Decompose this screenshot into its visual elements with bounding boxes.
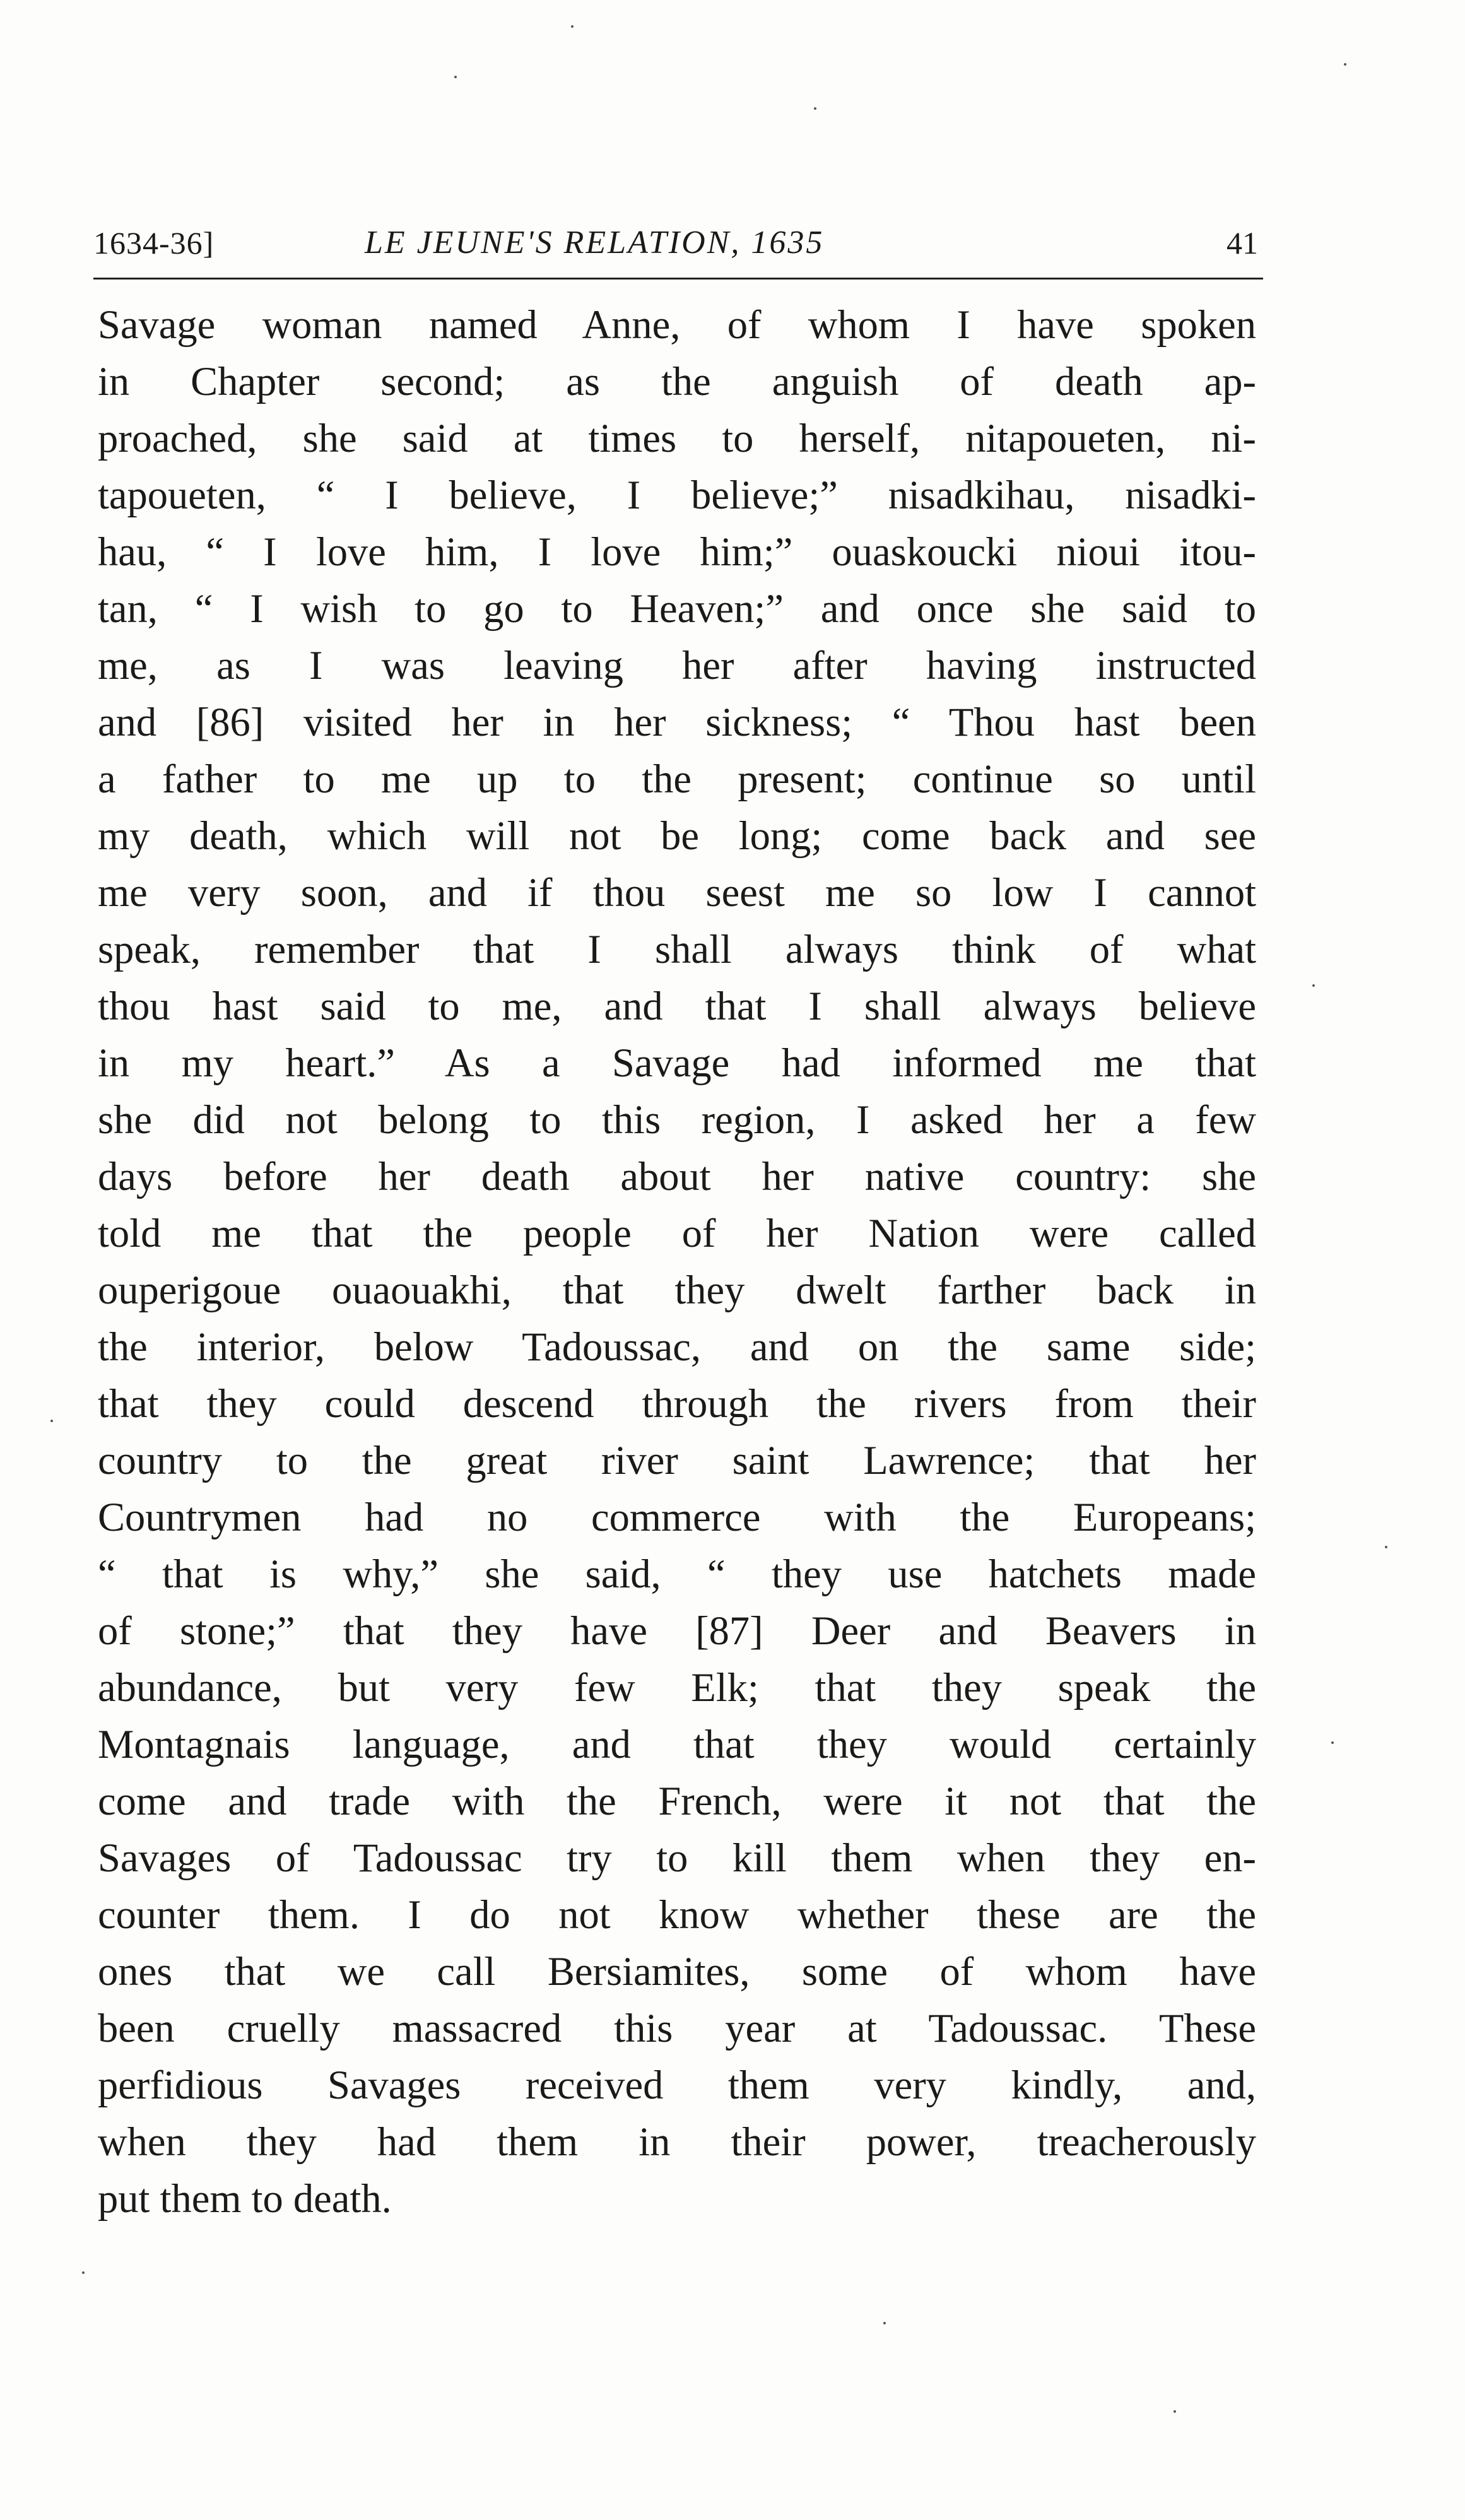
text-line: speak, remember that I shall always think of what [98,927,1256,972]
text-line: “ that is why,” she said, “ they use hatchets made [98,1551,1256,1596]
text-line: been cruelly massacred this year at Tadoussac. These [98,2006,1256,2051]
text-line: counter them. I do not know whether these are the [98,1892,1256,1937]
scan-speck [50,1420,53,1422]
text-line: tan, “ I wish to go to Heaven;” and once she said to [98,586,1256,631]
scan-speck [1344,63,1346,66]
scan-speck [1174,2410,1176,2413]
text-line: perfidious Savages received them very kindly, and, [98,2063,1256,2107]
text-line: a father to me up to the present; continue so until [98,757,1256,801]
text-line: put them to death. [98,2176,392,2221]
text-line: that they could descend through the rivers from their [98,1381,1256,1426]
running-head [93,218,1263,268]
scan-speck [454,76,457,78]
scan-speck [82,2271,85,2274]
body-text [98,297,1256,2227]
header-rule [93,278,1263,280]
scan-speck [883,2322,886,2324]
text-line: Savage woman named Anne, of whom I have spoken [98,302,1256,347]
text-line: me, as I was leaving her after having instructed [98,643,1256,688]
text-line: my death, which will not be long; come back and see [98,813,1256,858]
scan-speck [1331,1741,1334,1744]
text-line: in my heart.” As a Savage had informed me that [98,1040,1256,1085]
text-line: proached, she said at times to herself, nitapoueten, ni- [98,416,1256,461]
scan-speck [1312,984,1315,987]
text-line: the interior, below Tadoussac, and on the same side; [98,1324,1256,1369]
text-line: hau, “ I love him, I love him;” ouaskoucki nioui itou- [98,529,1256,574]
text-line: of stone;” that they have [87] Deer and Beavers in [98,1608,1256,1653]
text-line: days before her death about her native country: she [98,1154,1256,1199]
header-date-range: 1634-36] [93,225,215,261]
text-line: ouperigoue ouaouakhi, that they dwelt farther back in [98,1268,1256,1312]
text-line: in Chapter second; as the anguish of death ap- [98,359,1256,404]
scan-speck [1385,1546,1387,1548]
text-line: come and trade with the French, were it not that the [98,1779,1256,1823]
page-number: 41 [1227,225,1258,261]
text-line: Montagnais language, and that they would certainly [98,1722,1256,1767]
text-line: Countrymen had no commerce with the Europeans; [98,1495,1256,1540]
text-line: ones that we call Bersiamites, some of whom have [98,1949,1256,1994]
scan-speck [814,107,816,110]
text-line: told me that the people of her Nation were called [98,1211,1256,1256]
text-line: abundance, but very few Elk; that they speak the [98,1665,1256,1710]
text-line: and [86] visited her in her sickness; “ Thou hast been [98,700,1256,745]
text-line: she did not belong to this region, I asked her a few [98,1097,1256,1142]
header-title: LE JEUNE'S RELATION, 1635 [365,225,825,261]
text-line: when they had them in their power, treacherously [98,2119,1256,2164]
scan-speck [571,25,574,28]
text-line: country to the great river saint Lawrence; that her [98,1438,1256,1483]
text-line: Savages of Tadoussac try to kill them when they en- [98,1835,1256,1880]
text-line: thou hast said to me, and that I shall always believe [98,984,1256,1028]
text-line: tapoueten, “ I believe, I believe;” nisadkihau, nisadki- [98,473,1256,517]
text-line: me very soon, and if thou seest me so low I cannot [98,870,1256,915]
